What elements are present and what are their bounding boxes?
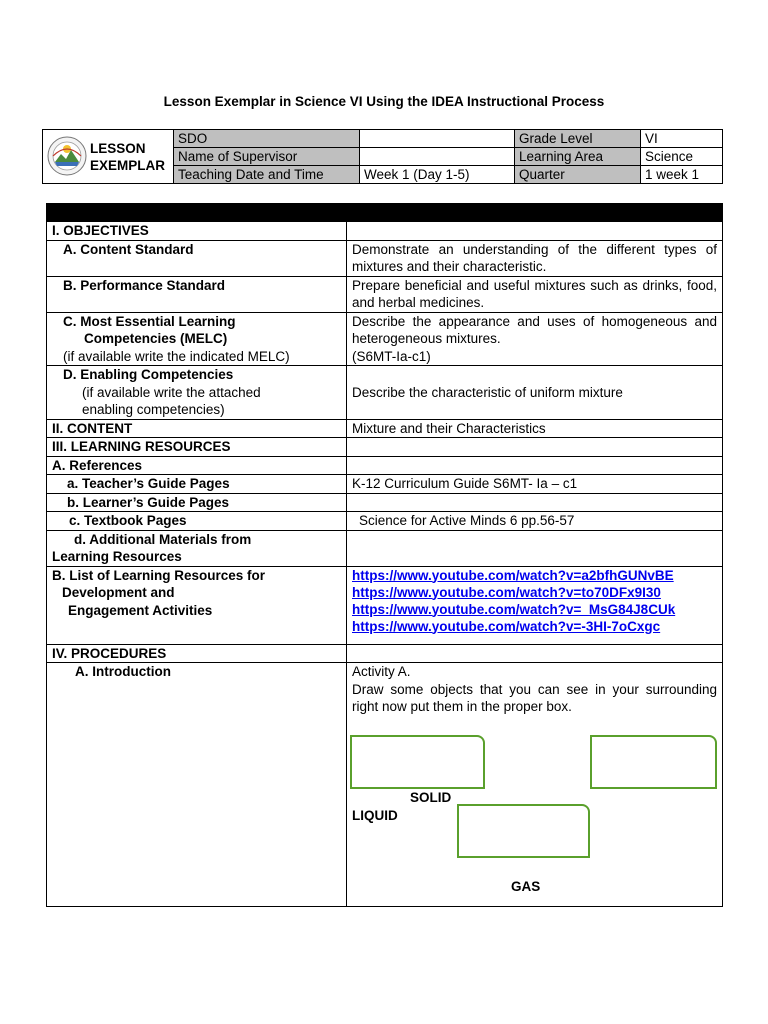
grade-level-label: Grade Level — [515, 130, 641, 148]
melc-text: Describe the appearance and uses of homogeneous and heterogeneous mixtures. — [352, 313, 717, 346]
document-title: Lesson Exemplar in Science VI Using the IDEA Instructional Process — [163, 94, 605, 109]
lesson-exemplar-cell — [43, 130, 174, 184]
performance-standard-text: Prepare beneficial and useful mixtures such as drinks, food, and herbal medicines. — [347, 276, 723, 312]
melc-note: (if available write the indicated MELC) — [63, 348, 290, 364]
activity-text: Draw some objects that you can see in your surrounding right now put them in the proper box. — [352, 681, 717, 714]
liquid-drawing-box[interactable] — [457, 804, 590, 858]
lesson-exemplar-label — [90, 140, 165, 174]
enabling-label-cell — [47, 366, 347, 420]
solid-drawing-box[interactable] — [350, 735, 485, 789]
table-row — [47, 312, 723, 366]
table-row — [47, 512, 723, 531]
teaching-date-value: Week 1 (Day 1-5) — [360, 166, 515, 184]
content-standard-text: Demonstrate an understanding of the different types of mixtures and their characteristic. — [347, 240, 723, 276]
teachers-guide-label: a. Teacher’s Guide Pages — [47, 475, 347, 494]
content-heading: II. CONTENT — [47, 419, 347, 438]
list-label-3: Engagement Activities — [68, 602, 213, 618]
resource-link-4[interactable]: https://www.youtube.com/watch?v=-3HI-7oCxgc — [352, 618, 661, 634]
melc-label-1: C. Most Essential Learning — [63, 313, 236, 329]
textbook-value: Science for Active Minds 6 pp.56-57 — [347, 512, 723, 531]
resource-link-1[interactable]: https://www.youtube.com/watch?v=a2bfhGUNvBE — [352, 567, 674, 583]
list-label-1: B. List of Learning Resources for — [52, 567, 266, 583]
melc-label-2: Competencies (MELC) — [84, 331, 228, 346]
list-label-2: Development and — [62, 585, 175, 600]
supervisor-value — [360, 148, 515, 166]
performance-standard-label: B. Performance Standard — [47, 276, 347, 312]
content-standard-label: A. Content Standard — [47, 240, 347, 276]
melc-code: (S6MT-Ia-c1) — [352, 348, 431, 364]
table-row — [47, 222, 723, 241]
lesson-label-line1: LESSON — [90, 141, 146, 156]
sdo-value — [360, 130, 515, 148]
table-row — [47, 438, 723, 457]
resource-links-cell — [347, 566, 723, 644]
solid-label: SOLID — [410, 790, 452, 805]
melc-cell — [347, 312, 723, 366]
table-row — [47, 456, 723, 475]
introduction-label: A. Introduction — [47, 663, 347, 907]
enabling-note-2: enabling competencies) — [82, 402, 225, 417]
teaching-date-label: Teaching Date and Time — [174, 166, 360, 184]
textbook-label: c. Textbook Pages — [47, 512, 347, 531]
learning-area-value: Science — [641, 148, 723, 166]
objectives-heading: I. OBJECTIVES — [47, 222, 347, 241]
table-row — [47, 419, 723, 438]
table-row — [47, 644, 723, 663]
quarter-label: Quarter — [515, 166, 641, 184]
activity-title: Activity A. — [352, 664, 411, 679]
resources-heading: III. LEARNING RESOURCES — [47, 438, 347, 457]
list-resources-cell — [47, 566, 347, 644]
teachers-guide-value: K-12 Curriculum Guide S6MT- Ia – c1 — [347, 475, 723, 494]
gas-drawing-box[interactable] — [590, 735, 717, 789]
table-row — [47, 530, 723, 566]
table-row — [47, 276, 723, 312]
lesson-label-line2: EXEMPLAR — [90, 158, 166, 173]
melc-label-cell — [47, 312, 347, 366]
procedures-heading: IV. PROCEDURES — [47, 644, 347, 663]
deped-seal-icon — [47, 136, 87, 176]
sdo-label: SDO — [174, 130, 360, 148]
enabling-text: Describe the characteristic of uniform mixture — [347, 366, 723, 420]
quarter-value: 1 week 1 — [641, 166, 723, 184]
additional-label-1: d. Additional Materials from — [74, 531, 252, 547]
table-row — [47, 566, 723, 644]
additional-label-2: Learning Resources — [52, 549, 182, 564]
header-table — [42, 129, 723, 184]
gas-label: GAS — [511, 879, 541, 894]
content-text: Mixture and their Characteristics — [347, 419, 723, 438]
table-row — [47, 366, 723, 420]
grade-level-value: VI — [641, 130, 723, 148]
enabling-note-1: (if available write the attached — [82, 384, 261, 400]
supervisor-label: Name of Supervisor — [174, 148, 360, 166]
references-label: A. References — [47, 456, 347, 475]
resource-link-2[interactable]: https://www.youtube.com/watch?v=to70DFx9I30 — [352, 584, 661, 600]
table-row — [47, 240, 723, 276]
learners-guide-label: b. Learner’s Guide Pages — [47, 493, 347, 512]
table-row — [47, 493, 723, 512]
learning-area-label: Learning Area — [515, 148, 641, 166]
enabling-label: D. Enabling Competencies — [63, 367, 234, 382]
liquid-label: LIQUID — [352, 808, 398, 823]
resource-link-3[interactable]: https://www.youtube.com/watch?v=_MsG84J8CUk — [352, 601, 676, 617]
table-header-bar — [47, 204, 723, 222]
lesson-table — [46, 203, 723, 907]
additional-materials-cell — [47, 530, 347, 566]
table-row — [47, 475, 723, 494]
